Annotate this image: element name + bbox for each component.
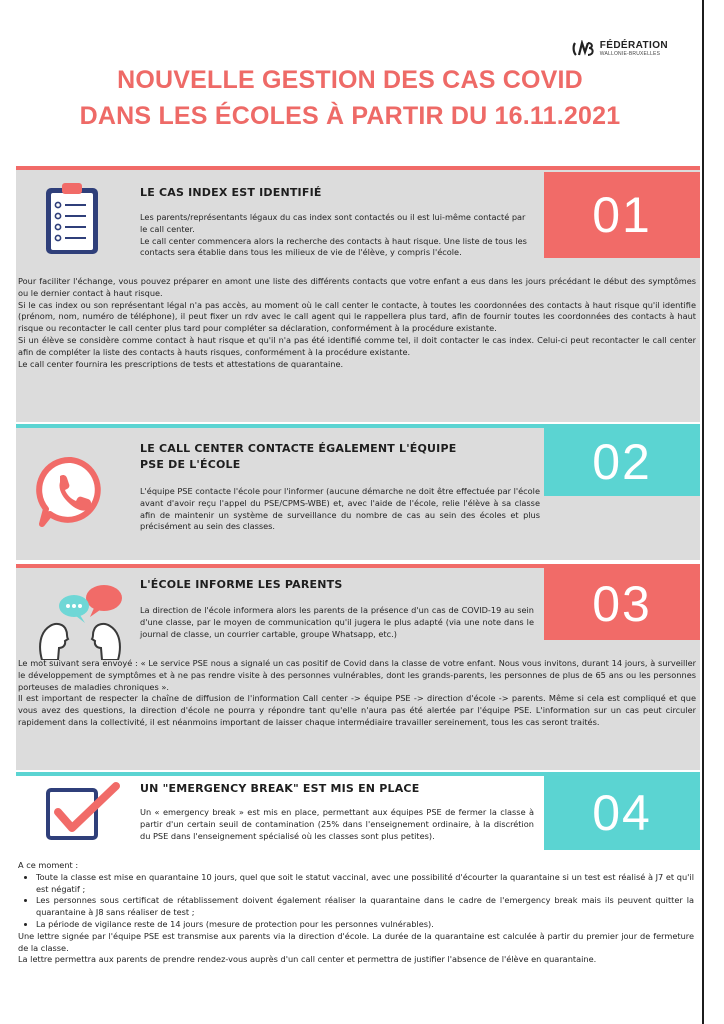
section-03-para-2: Il est important de respecter la chaîne de diffusion de l'information Call center -> équipe PSE -> direction d'école -> parents. Même si cela est compliqué et que vous avez des questions, la direction d'école ne pourra y répondre tant qu'elle n'aura pas été alertée par l'équipe PSE. L'information sur un cas peut circuler rapidement dans la collectivité, il est néanmoins important de laisser chaque intermédiaire travailler sereinement, tous les cas seront traités. [18,693,696,727]
section-03-intro: La direction de l'école informera alors les parents de la présence d'un cas de COVID-19 au sein d'une classe, par le moyen de communication qu'il jugera le plus adapté (via une note dans le journal de classe, un courrier cartable, groupe Whatsapp, etc.) [140,605,534,639]
page-title [0,62,700,134]
section-04-number: 04 [544,776,700,850]
section-04-details [18,860,694,966]
logo-line2: WALLONIE-BRUXELLES [599,51,661,57]
section-04-lead: A ce moment : [18,860,79,870]
people-talking-icon [32,576,128,660]
section-01-para-1: Pour faciliter l'échange, vous pouvez préparer en amont une liste des différents contacts que votre enfant a eus dans les jours précédant le début des symptômes ou le dernier contact à haut risque. [18,276,696,298]
phone-chat-icon [36,456,106,528]
section-01-intro [140,212,530,259]
section-01-intro-p2: Le call center commencera alors la recherche des contacts à haut risque. Une liste de tous les contacts sera établie dans tous les milieux de vie de l'élève, y compris l'école. [140,235,527,258]
section-04-para-1: Une lettre signée par l'équipe PSE est transmise aux parents via la direction d'école. La durée de la quarantaine est calculée à partir du premier jour de fermeture de la classe. [18,930,694,953]
section-01-para-3: Si un élève se considère comme contact à haut risque et qu'il n'a pas été identifié comme tel, il doit contacter le cas index. Celui-ci peut recontacter le call center afin de compléter la liste des contacts à hauts risques, conformément à la procédure existante. [18,334,696,357]
section-04-bullet-2: • Les personnes sous certificat de rétablissement doivent également réaliser la quarantaine dans le cadre de l'emergency break mais ils peuvent quitter la quarantaine à J8 sans réaliser de test ; [36,895,694,919]
section-04-bullet-1: • Toute la classe est mise en quarantaine 10 jours, quel que soit le statut vaccinal, avec une possibilité d'écourter la quarantaine si un test est réalisé à J7 et qu'il est négatif ; [36,872,694,896]
section-01-title: LE CAS INDEX EST IDENTIFIÉ [140,186,322,199]
title-line1: NOUVELLE GESTION DES CAS COVID [117,66,583,94]
section-04-bullet-list [18,872,694,931]
section-03-title: L'ÉCOLE INFORME LES PARENTS [140,578,343,591]
section-01 [16,166,700,422]
section-01-intro-p1: Les parents/représentants légaux du cas index sont contactés ou il est lui-même contacté par le call center. [140,212,526,234]
title-line2: DANS LES ÉCOLES À PARTIR DU 16.11.2021 [79,102,621,130]
page-edge-rule [702,0,704,1024]
logo-line1: FÉDÉRATION [599,40,668,51]
section-04 [16,772,700,868]
section-02-title [140,441,456,473]
section-01-number: 01 [544,172,700,258]
section-01-details [18,276,696,370]
fwb-logo-icon [572,40,594,58]
section-04-intro: Un « emergency break » est mis en place, permettant aux équipes PSE de fermer la classe à partir d'un certain seuil de contamination (25% dans l'enseignement ordinaire, à la discrétion du PSE dans l'enseignement spécialisé où les classes sont plus petites). [140,807,534,841]
clipboard-checklist-icon [42,180,102,256]
section-04-bullet-3: • La période de vigilance reste de 14 jours (mesure de protection pour les personnes vulnérables). [36,919,694,931]
section-01-para-2: Si le cas index ou son représentant légal n'a pas accès, au moment où le call center le contacte, à toutes les coordonnées des contacts à haut risque qu'il identifie (prénom, nom, numéro de téléphone), il peut fixer un rdv avec le call agent qui le rappellera plus tard, afin de fournir toutes les coordonnées des contacts à haut risque ou recontacter le call center plus tard pour compléter sa déclaration, conformément à la procédure existante. [18,299,696,334]
section-02 [16,424,700,560]
section-02-title-line1: LE CALL CENTER CONTACTE ÉGALEMENT L'ÉQUIPE [140,442,457,455]
section-03-para-1: Le mot suivant sera envoyé : « Le service PSE nous a signalé un cas positif de Covid dans la classe de votre enfant. Nous vous invitons, durant 14 jours, à surveiller le développement de symptômes et à ne pas rendre visite à des personnes vulnérables, dont les grands-parents, les personnes de plus de 65 ans ou les personnes porteuses de maladies chroniques ». [18,658,696,692]
section-03-details [18,658,696,729]
federation-logo [572,40,668,58]
section-04-para-2: La lettre permettra aux parents de prendre rendez-vous auprès d'un call center et permettra de justifier l'absence de l'élève en quarantaine. [18,954,597,965]
section-02-title-line2: PSE DE L'ÉCOLE [140,458,241,471]
section-03 [16,564,700,770]
section-04-title: UN "EMERGENCY BREAK" EST MIS EN PLACE [140,782,420,795]
section-03-number: 03 [544,568,700,640]
checked-box-icon [44,782,122,844]
section-02-intro: L'équipe PSE contacte l'école pour l'informer (aucune démarche ne doit être effectuée par l'école avant d'avoir reçu l'appel du PSE/CPMS-WBE) et, avec l'aide de l'école, relie l'élève à sa classe afin de maintenir un système de surveillance du nombre de cas au sein des écoles et plus précisément au sein des classes. [140,486,540,532]
section-02-number: 02 [544,428,700,496]
section-01-accent-line [16,166,700,170]
section-01-para-4: Le call center fournira les prescriptions de tests et attestations de quarantaine. [18,358,344,369]
